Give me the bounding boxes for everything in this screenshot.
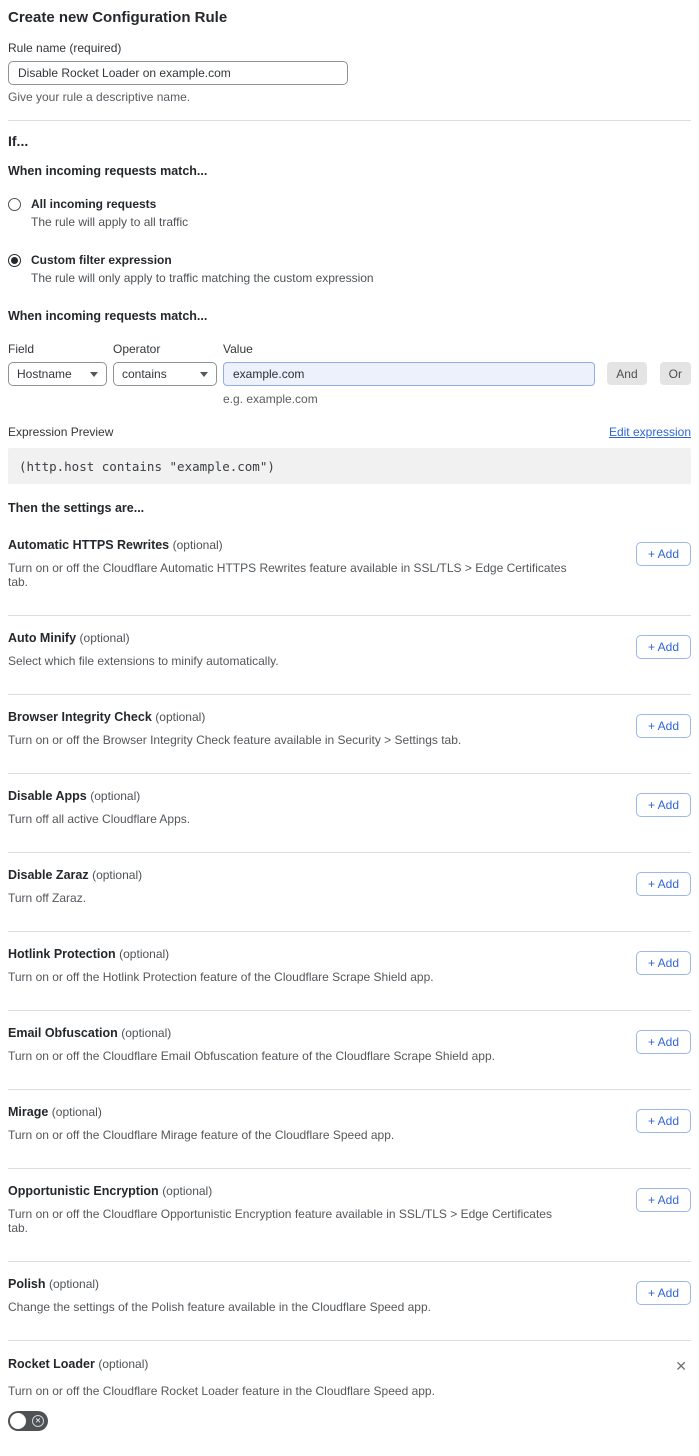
setting-description: Turn on or off the Hotlink Protection feature of the Cloudflare Scrape Shield app. [8,970,434,984]
radio-label: All incoming requests [31,197,157,211]
add-setting-button[interactable]: + Add [636,542,691,566]
setting-item [8,523,691,616]
field-select[interactable] [8,362,107,386]
setting-item [8,853,691,932]
setting-description: Turn on or off the Cloudflare Email Obfuscation feature of the Cloudflare Scrape Shield app. [8,1049,495,1063]
radio-label: Custom filter expression [31,253,172,267]
or-button[interactable]: Or [660,362,691,385]
rule-name-label: Rule name (required) [8,41,122,55]
optional-tag: (optional) [162,1184,213,1198]
toggle-knob [10,1413,26,1429]
value-label: Value [223,342,253,356]
value-hint: e.g. example.com [223,392,318,406]
add-setting-button[interactable]: + Add [636,951,691,975]
add-setting-button[interactable]: + Add [636,1188,691,1212]
expression-builder-heading: When incoming requests match... [8,309,208,323]
value-input[interactable] [223,362,595,386]
setting-description: Turn on or off the Browser Integrity Check feature available in Security > Settings tab. [8,733,462,747]
add-setting-button[interactable]: + Add [636,635,691,659]
setting-name: Automatic HTTPS Rewrites [8,538,170,552]
field-label: Field [8,342,35,356]
setting-description: Turn on or off the Cloudflare Opportunistic Encryption feature available in SSL/TLS > Edge Certificates tab. [8,1207,552,1235]
optional-tag: (optional) [90,789,141,803]
setting-description: Turn on or off the Cloudflare Mirage feature of the Cloudflare Speed app. [8,1128,395,1142]
setting-name: Mirage [8,1105,49,1119]
edit-expression-link[interactable]: Edit expression [608,425,691,439]
setting-description: Change the settings of the Polish feature available in the Cloudflare Speed app. [8,1300,431,1314]
setting-description: Turn on or off the Cloudflare Automatic HTTPS Rewrites feature available in SSL/TLS > Edge Certificates tab. [8,561,567,589]
setting-name: Rocket Loader [8,1357,95,1371]
setting-item [8,695,691,774]
field-select-value: Hostname [17,367,72,381]
setting-name: Auto Minify [8,631,77,645]
setting-item [8,1011,691,1090]
add-setting-button[interactable]: + Add [636,793,691,817]
radio-button-icon[interactable] [8,198,21,211]
rocket-loader-toggle[interactable] [8,1411,48,1431]
page-title: Create new Configuration Rule [8,9,228,26]
setting-item [8,1262,691,1341]
setting-name: Disable Zaraz [8,868,89,882]
setting-description: Select which file extensions to minify automatically. [8,654,279,668]
setting-name: Opportunistic Encryption [8,1184,159,1198]
optional-tag: (optional) [98,1357,149,1371]
optional-tag: (optional) [172,538,223,552]
optional-tag: (optional) [79,631,130,645]
setting-name: Browser Integrity Check [8,710,152,724]
optional-tag: (optional) [155,710,206,724]
setting-name: Disable Apps [8,789,87,803]
setting-name: Hotlink Protection [8,947,116,961]
optional-tag: (optional) [92,868,143,882]
optional-tag: (optional) [121,1026,172,1040]
optional-tag: (optional) [119,947,170,961]
radio-description: The rule will only apply to traffic matching the custom expression [31,271,374,285]
rule-name-input[interactable] [8,61,348,85]
close-icon[interactable]: ✕ [675,1358,687,1374]
add-setting-button[interactable]: + Add [636,714,691,738]
settings-list [8,523,691,1341]
expression-builder-row [8,342,691,406]
setting-item [8,1090,691,1169]
add-setting-button[interactable]: + Add [636,872,691,896]
expression-preview-code: (http.host contains "example.com") [8,448,691,484]
add-setting-button[interactable]: + Add [636,1030,691,1054]
optional-tag: (optional) [51,1105,102,1119]
add-setting-button[interactable]: + Add [636,1109,691,1133]
settings-heading: Then the settings are... [8,501,145,515]
setting-item [8,932,691,1011]
radio-option-all-incoming-requests[interactable] [8,197,691,229]
setting-description: Turn off Zaraz. [8,891,87,905]
and-button[interactable]: And [607,362,646,385]
optional-tag: (optional) [49,1277,100,1291]
operator-select-value: contains [122,367,167,381]
setting-name: Email Obfuscation [8,1026,118,1040]
setting-item [8,1169,691,1262]
setting-item [8,616,691,695]
chevron-down-icon [90,372,98,377]
match-heading: When incoming requests match... [8,164,208,178]
setting-description: Turn off all active Cloudflare Apps. [8,812,191,826]
radio-button-icon-selected[interactable] [8,254,21,267]
toggle-off-x-icon: ✕ [32,1415,44,1427]
radio-description: The rule will apply to all traffic [31,215,189,229]
expression-preview-label: Expression Preview [8,425,114,439]
chevron-down-icon [200,372,208,377]
if-heading: If... [8,133,29,149]
radio-option-custom-filter-expression[interactable] [8,253,691,285]
setting-item [8,774,691,853]
section-divider [8,120,691,121]
setting-description: Turn on or off the Cloudflare Rocket Loader feature in the Cloudflare Speed app. [8,1384,435,1398]
rule-name-section [8,41,691,104]
operator-select[interactable] [113,362,217,386]
setting-name: Polish [8,1277,46,1291]
rule-name-help: Give your rule a descriptive name. [8,90,191,104]
add-setting-button[interactable]: + Add [636,1281,691,1305]
operator-label: Operator [113,342,161,356]
active-setting-rocket-loader [8,1341,691,1436]
